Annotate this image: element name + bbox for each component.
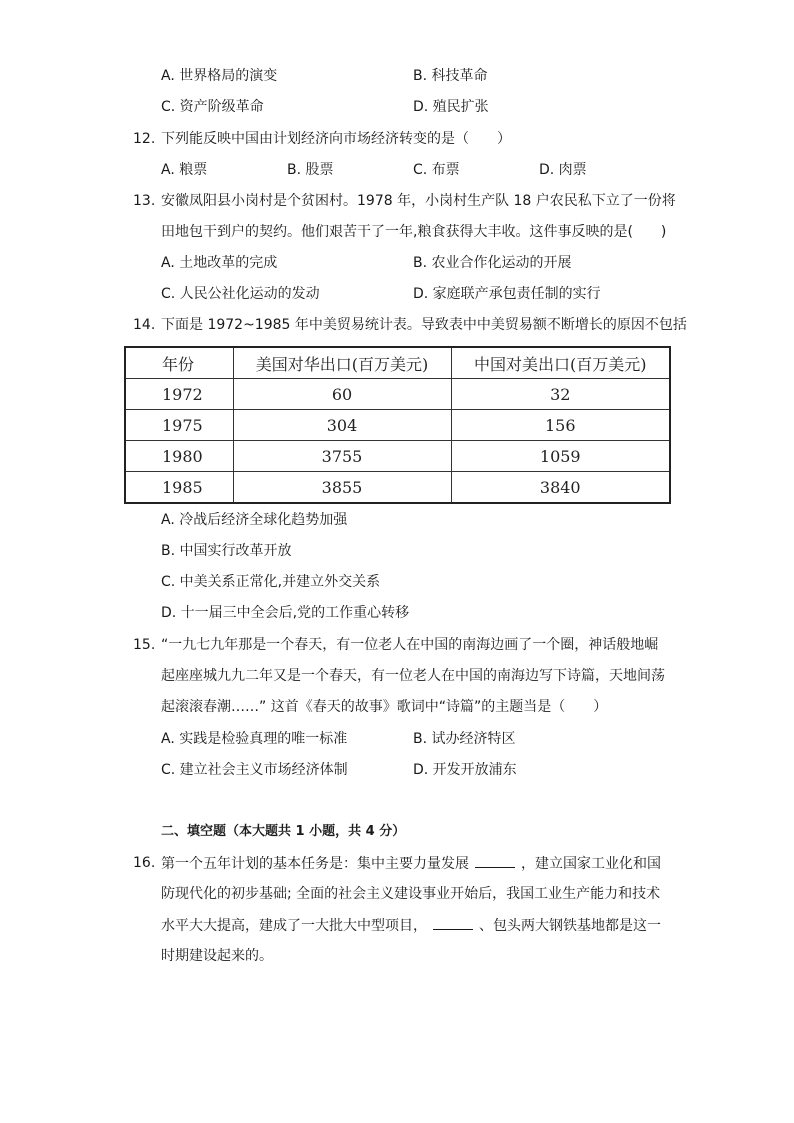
table-header-us-export: 美国对华出口(百万美元) bbox=[233, 347, 451, 379]
q16-text: 、包头两大钢铁基地都是这一 bbox=[479, 918, 661, 934]
table-cell-us-export: 3855 bbox=[233, 472, 451, 504]
table-cell-year: 1972 bbox=[125, 379, 233, 410]
table-cell-us-export: 304 bbox=[233, 410, 451, 441]
q11-option-b: B. 科技革命 bbox=[413, 68, 488, 84]
table-cell-china-export: 1059 bbox=[451, 441, 670, 472]
q13-option-c: C. 人民公社化运动的发动 bbox=[161, 286, 320, 302]
table-row bbox=[125, 472, 670, 504]
q13-stem-line-2: 田地包干到户的契约。他们艰苦干了一年,粮食获得大丰收。这件事反映的是( ) bbox=[161, 224, 667, 240]
q13-option-d: D. 家庭联产承包责任制的实行 bbox=[413, 286, 601, 302]
q15-option-d: D. 开发开放浦东 bbox=[413, 762, 517, 778]
table-cell-china-export: 3840 bbox=[451, 472, 670, 504]
q15-stem-line-2: 起座座城九九二年又是一个春天，有一位老人在中国的南海边写下诗篇，天地间荡 bbox=[161, 668, 665, 684]
q14-stem: 下面是 1972~1985 年中美贸易统计表。导致表中中美贸易额不断增长的原因不包括 bbox=[161, 317, 687, 333]
q12-option-c: C. 布票 bbox=[413, 162, 460, 178]
q14-option-b: B. 中国实行改革开放 bbox=[161, 543, 292, 559]
q16-text: 第一个五年计划的基本任务是：集中主要力量发展 bbox=[161, 856, 469, 872]
table-cell-us-export: 3755 bbox=[233, 441, 451, 472]
q15-number: 15. bbox=[133, 637, 156, 653]
q16-line-1 bbox=[161, 853, 661, 874]
q12-stem: 下列能反映中国由计划经济向市场经济转变的是（ ） bbox=[161, 131, 511, 147]
table-cell-year: 1975 bbox=[125, 410, 233, 441]
q14-option-d: D. 十一届三中全会后,党的工作重心转移 bbox=[161, 605, 410, 621]
table-header-year: 年份 bbox=[125, 347, 233, 379]
q15-stem-line-3: 起滚滚春潮……” 这首《春天的故事》歌词中“诗篇”的主题当是（ ） bbox=[161, 699, 608, 715]
q16-number: 16. bbox=[133, 855, 156, 871]
table-header-row bbox=[125, 347, 670, 379]
q12-number: 12. bbox=[133, 131, 156, 147]
q13-number: 13. bbox=[133, 193, 156, 209]
table-cell-year: 1980 bbox=[125, 441, 233, 472]
q16-line-4: 时期建设起来的。 bbox=[161, 948, 273, 964]
table-row bbox=[125, 441, 670, 472]
q14-number: 14. bbox=[133, 317, 156, 333]
q15-option-a: A. 实践是检验真理的唯一标准 bbox=[161, 731, 348, 747]
q15-option-c: C. 建立社会主义市场经济体制 bbox=[161, 762, 348, 778]
q12-option-a: A. 粮票 bbox=[161, 162, 208, 178]
q13-stem-line-1: 安徽凤阳县小岗村是个贫困村。1978 年，小岗村生产队 18 户农民私下立了一份将 bbox=[161, 193, 676, 209]
q14-option-a: A. 冷战后经济全球化趋势加强 bbox=[161, 512, 348, 528]
trade-statistics-table bbox=[124, 346, 671, 504]
q15-option-b: B. 试办经济特区 bbox=[413, 731, 516, 747]
q13-option-b: B. 农业合作化运动的开展 bbox=[413, 255, 572, 271]
table-cell-year: 1985 bbox=[125, 472, 233, 504]
table-row bbox=[125, 379, 670, 410]
q11-option-c: C. 资产阶级革命 bbox=[161, 99, 264, 115]
table-header-china-export: 中国对美出口(百万美元) bbox=[451, 347, 670, 379]
q15-stem-line-1: “一九七九年那是一个春天，有一位老人在中国的南海边画了一个圈，神话般地崛 bbox=[161, 637, 659, 653]
q11-option-d: D. 殖民扩张 bbox=[413, 99, 489, 115]
q12-option-d: D. 肉票 bbox=[539, 162, 587, 178]
section-title-fill-in: 二、填空题（本大题共 1 小题，共 4 分） bbox=[161, 824, 406, 839]
q16-blank-2[interactable] bbox=[433, 915, 473, 930]
table-cell-china-export: 32 bbox=[451, 379, 670, 410]
q11-option-a: A. 世界格局的演变 bbox=[161, 68, 278, 84]
q16-text: ，建立国家工业化和国 bbox=[521, 856, 661, 872]
q16-blank-1[interactable] bbox=[475, 853, 515, 868]
q12-option-b: B. 股票 bbox=[287, 162, 334, 178]
table-cell-china-export: 156 bbox=[451, 410, 670, 441]
q14-option-c: C. 中美关系正常化,并建立外交关系 bbox=[161, 574, 381, 590]
q13-option-a: A. 土地改革的完成 bbox=[161, 255, 278, 271]
q16-text: 水平大大提高，建成了一大批大中型项目， bbox=[161, 918, 427, 934]
table-cell-us-export: 60 bbox=[233, 379, 451, 410]
q16-line-3 bbox=[161, 915, 661, 936]
q16-line-2: 防现代化的初步基础; 全面的社会主义建设事业开始后，我国工业生产能力和技术 bbox=[161, 886, 661, 902]
table-row bbox=[125, 410, 670, 441]
